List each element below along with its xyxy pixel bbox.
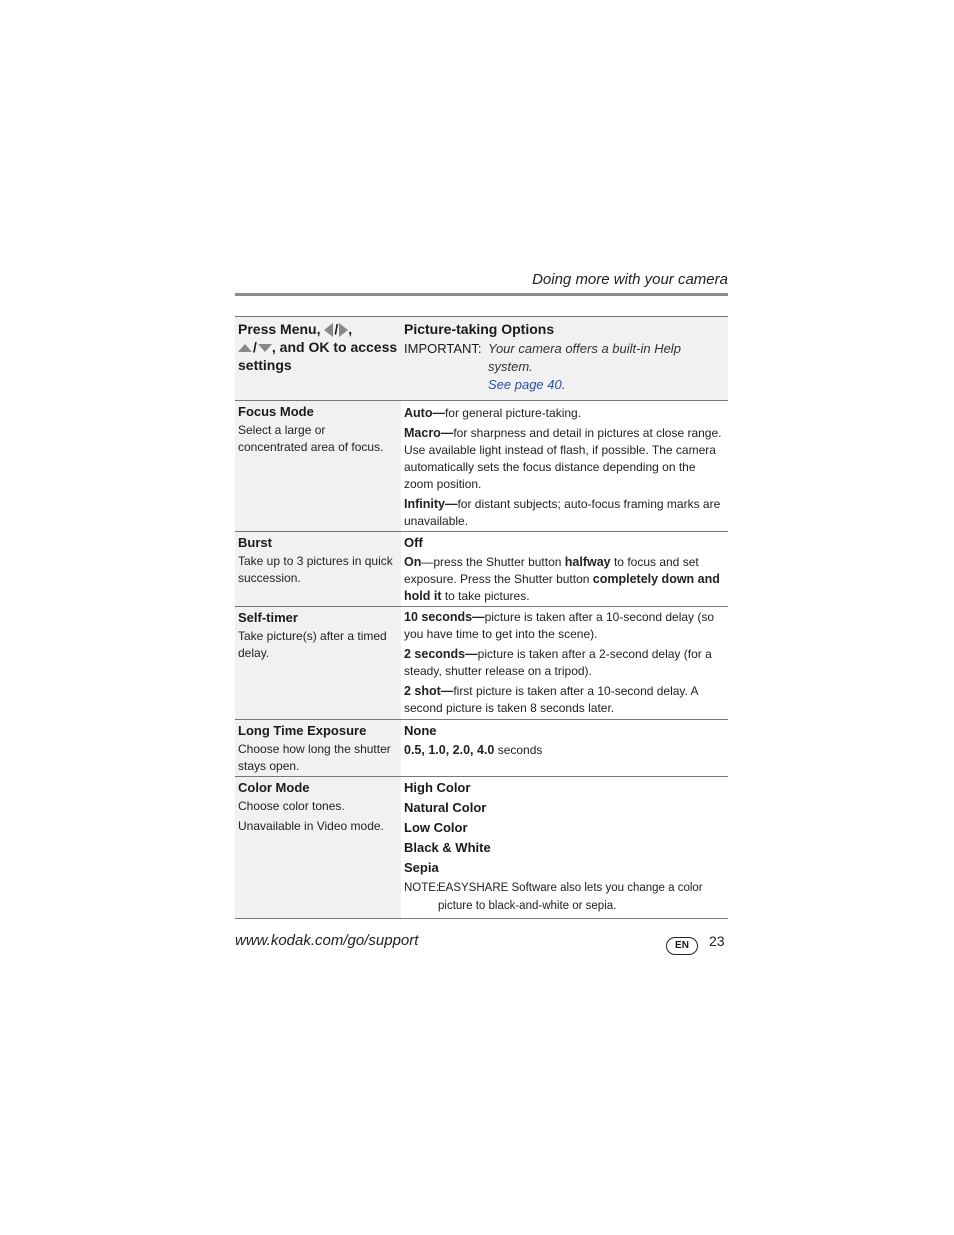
setting-name: Color Mode [238, 780, 310, 795]
option-2-shot: 2 shot—first picture is taken after a 10-second delay. A second picture is taken 8 seconds later. [404, 684, 698, 715]
option-sepia: Sepia [404, 860, 439, 875]
page-header-title: Doing more with your camera [532, 271, 728, 288]
important-label: IMPORTANT: [404, 341, 482, 356]
important-callout: IMPORTANT: Your camera offers a built-in Help system. See page 40. [404, 341, 681, 392]
header-col-options [401, 317, 728, 400]
option-on: On—press the Shutter button halfway to focus and set exposure. Press the Shutter button completely down and hold it to take pictures. [404, 555, 720, 603]
option-black-white: Black & White [404, 840, 491, 855]
option-2-seconds: 2 seconds—picture is taken after a 2-second delay (for a steady, shutter release on a tripod). [404, 647, 712, 678]
table-row-burst [235, 532, 728, 607]
option-none: None [404, 723, 437, 738]
setting-name: Long Time Exposure [238, 723, 367, 738]
option-infinity: Infinity—for distant subjects; auto-focus framing marks are unavailable. [404, 497, 721, 528]
long-exposure-cell [235, 720, 401, 776]
setting-desc: Choose color tones. [238, 799, 345, 813]
table-header-row [235, 317, 728, 401]
long-exposure-options [401, 720, 728, 776]
setting-desc: Take up to 3 pictures in quick succession. [238, 554, 393, 585]
settings-table [235, 316, 728, 919]
option-off: Off [404, 535, 423, 550]
press-menu-text: Press Menu, [238, 321, 325, 337]
self-timer-cell [235, 607, 401, 719]
left-arrow-icon [324, 323, 333, 337]
setting-name: Self-timer [238, 610, 298, 625]
option-low-color: Low Color [404, 820, 468, 835]
table-row-long-time-exposure [235, 720, 728, 777]
focus-mode-options [401, 401, 728, 531]
options-title: Picture-taking Options [404, 321, 555, 337]
footer-url[interactable]: www.kodak.com/go/support [235, 932, 419, 949]
page-number: 23 [709, 933, 725, 949]
self-timer-options [401, 607, 728, 719]
color-mode-cell [235, 777, 401, 918]
option-natural-color: Natural Color [404, 800, 487, 815]
ok-access-text: , and OK to access settings [238, 339, 398, 373]
burst-options [401, 532, 728, 606]
right-arrow-icon [339, 323, 348, 337]
comma-text: , [348, 321, 353, 337]
up-arrow-icon [238, 344, 252, 352]
language-badge: EN [666, 937, 698, 955]
important-text: Your camera offers a built-in Help system. [488, 341, 681, 374]
burst-cell [235, 532, 401, 606]
table-row-color-mode [235, 777, 728, 919]
setting-name: Focus Mode [238, 404, 314, 419]
table-row-focus-mode [235, 401, 728, 532]
setting-desc: Choose how long the shutter stays open. [238, 742, 391, 773]
setting-desc: Select a large or concentrated area of focus. [238, 423, 384, 454]
see-page-link[interactable]: See page 40 [488, 377, 562, 392]
option-macro: Macro—for sharpness and detail in pictures at close range. Use available light instead of flash, if possible. The camera automatically sets the focus distance depending on the zoom position. [404, 426, 722, 491]
header-rule [235, 293, 728, 296]
option-auto: Auto—for general picture-taking. [404, 406, 582, 420]
setting-name: Burst [238, 535, 272, 550]
option-high-color: High Color [404, 780, 471, 795]
setting-desc: Take picture(s) after a timed delay. [238, 629, 387, 660]
down-arrow-icon [258, 344, 272, 352]
note-text: EASYSHARE Software also lets you change a color picture to black-and-white or sepia. [438, 882, 703, 912]
option-10-seconds: 10 seconds—picture is taken after a 10-second delay (so you have time to get into the scene). [404, 610, 715, 641]
focus-mode-cell [235, 401, 401, 531]
table-row-self-timer [235, 607, 728, 720]
header-col-settings: Press Menu, / , / , and OK to access settings [235, 317, 401, 400]
setting-desc-video: Unavailable in Video mode. [238, 819, 384, 833]
note-label: NOTE: [404, 882, 440, 894]
option-seconds: 0.5, 1.0, 2.0, 4.0 seconds [404, 743, 543, 757]
note-callout [404, 879, 725, 915]
color-mode-options [401, 777, 728, 918]
